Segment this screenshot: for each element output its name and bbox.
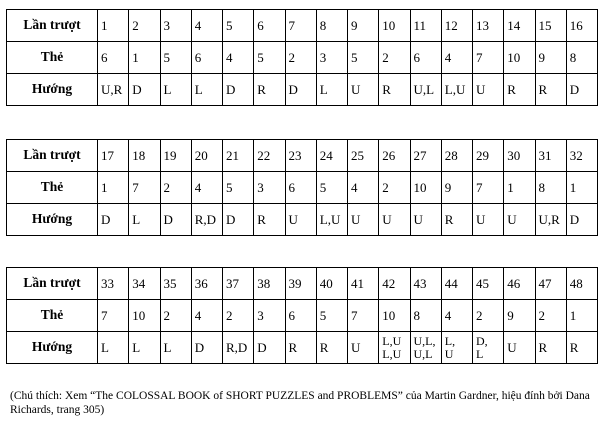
card-cell: 3 <box>316 42 347 74</box>
card-cell: 8 <box>410 300 441 332</box>
direction-cell <box>316 332 347 364</box>
turn-cell: 11 <box>410 10 441 42</box>
card-cell: 4 <box>441 42 472 74</box>
card-cell: 2 <box>535 300 566 332</box>
card-cell: 5 <box>254 42 285 74</box>
direction-text: U <box>413 211 423 227</box>
direction-text: L, <box>444 333 456 348</box>
card-cell: 4 <box>191 172 222 204</box>
turn-cell: 37 <box>223 268 254 300</box>
turn-cell: 19 <box>160 140 191 172</box>
direction-text: D, <box>476 333 488 348</box>
direction-cell <box>316 74 347 106</box>
direction-text: U,L <box>413 346 433 361</box>
direction-cell <box>566 332 597 364</box>
direction-text: U <box>351 81 361 97</box>
card-cell: 2 <box>379 172 410 204</box>
turn-cell: 28 <box>441 140 472 172</box>
card-cell: 6 <box>191 42 222 74</box>
turn-cell: 48 <box>566 268 597 300</box>
direction-text: L <box>476 346 484 361</box>
turn-cell: 13 <box>473 10 504 42</box>
card-cell: 3 <box>254 300 285 332</box>
card-cell: 8 <box>566 42 597 74</box>
direction-cell <box>129 332 160 364</box>
direction-cell <box>98 332 129 364</box>
card-cell: 7 <box>473 172 504 204</box>
direction-cell <box>410 74 441 106</box>
direction-cell <box>410 204 441 236</box>
direction-cell <box>504 332 535 364</box>
direction-text: U <box>351 211 361 227</box>
direction-text: L <box>163 339 172 355</box>
direction-text: R <box>257 81 266 97</box>
direction-text: U <box>444 346 454 361</box>
direction-cell <box>160 204 191 236</box>
direction-text: U <box>382 211 392 227</box>
direction-cell <box>223 332 254 364</box>
turn-cell: 46 <box>504 268 535 300</box>
direction-text: U <box>351 339 361 355</box>
direction-cell <box>566 74 597 106</box>
card-cell: 1 <box>129 42 160 74</box>
direction-text: D <box>101 211 111 227</box>
direction-text: L <box>132 339 141 355</box>
turn-cell: 32 <box>566 140 597 172</box>
direction-text: D <box>226 211 236 227</box>
turn-cell: 36 <box>191 268 222 300</box>
direction-text: D <box>194 339 205 355</box>
direction-cell <box>473 74 504 106</box>
card-cell: 4 <box>441 300 472 332</box>
direction-cell <box>160 332 191 364</box>
direction-text: L,U <box>382 333 402 348</box>
turn-cell: 17 <box>98 140 129 172</box>
card-cell: 2 <box>285 42 316 74</box>
direction-text: D <box>569 211 580 227</box>
turn-cell: 6 <box>254 10 285 42</box>
turn-cell: 45 <box>473 268 504 300</box>
card-cell: 7 <box>98 300 129 332</box>
footnote <box>10 390 600 418</box>
direction-cell <box>191 332 222 364</box>
direction-text: L <box>319 81 328 97</box>
card-cell: 4 <box>223 42 254 74</box>
card-cell: 1 <box>566 172 597 204</box>
card-cell: 6 <box>98 42 129 74</box>
turn-cell: 18 <box>129 140 160 172</box>
direction-text: U,L <box>413 81 435 97</box>
row-header: Thẻ <box>7 42 98 74</box>
card-cell: 4 <box>348 172 379 204</box>
direction-text: U,R <box>538 211 560 227</box>
table-moves-2 <box>6 139 598 236</box>
card-cell: 1 <box>566 300 597 332</box>
turn-cell: 10 <box>379 10 410 42</box>
footnote-text: (Chú thích: Xem “The COLOSSAL BOOK of SHORT PUZZLES and PROBLEMS” của Martin Gardner, hiệu đính bởi Dana Richards, trang 305) <box>10 390 590 416</box>
turn-cell: 23 <box>285 140 316 172</box>
card-cell: 2 <box>473 300 504 332</box>
card-cell: 10 <box>410 172 441 204</box>
direction-text: D <box>163 211 173 227</box>
turn-cell: 40 <box>316 268 347 300</box>
direction-text: U,L, <box>413 333 436 348</box>
table-moves-1 <box>6 9 598 106</box>
row-header: Lần trượt <box>7 10 98 42</box>
card-cell: 9 <box>504 300 535 332</box>
turn-cell: 4 <box>191 10 222 42</box>
direction-text: U <box>507 339 517 355</box>
card-cell: 5 <box>223 172 254 204</box>
card-cell: 2 <box>379 42 410 74</box>
direction-cell <box>410 332 441 364</box>
turn-cell: 27 <box>410 140 441 172</box>
direction-cell <box>348 332 379 364</box>
turn-cell: 25 <box>348 140 379 172</box>
turn-cell: 39 <box>285 268 316 300</box>
direction-cell <box>129 74 160 106</box>
direction-cell <box>504 74 535 106</box>
row-cards <box>7 300 598 332</box>
card-cell: 2 <box>223 300 254 332</box>
card-cell: 4 <box>191 300 222 332</box>
direction-cell <box>223 204 254 236</box>
direction-text: U <box>507 211 517 227</box>
turn-cell: 30 <box>504 140 535 172</box>
turn-cell: 16 <box>566 10 597 42</box>
card-cell: 9 <box>441 172 472 204</box>
turn-cell: 20 <box>191 140 222 172</box>
direction-cell <box>348 204 379 236</box>
turn-cell: 26 <box>379 140 410 172</box>
card-cell: 10 <box>504 42 535 74</box>
direction-cell <box>191 74 222 106</box>
direction-cell <box>160 74 191 106</box>
direction-text: R <box>319 339 329 355</box>
direction-cell <box>379 204 410 236</box>
direction-cell <box>535 74 566 106</box>
turn-cell: 14 <box>504 10 535 42</box>
card-cell: 5 <box>348 42 379 74</box>
table-moves-3 <box>6 267 598 364</box>
direction-cell <box>566 204 597 236</box>
direction-text: L <box>194 81 203 97</box>
row-directions <box>7 74 598 106</box>
direction-text: R <box>507 81 516 97</box>
direction-text: U <box>476 211 486 227</box>
card-cell: 9 <box>535 42 566 74</box>
direction-text: R <box>444 211 454 227</box>
direction-text: D <box>288 81 298 97</box>
turn-cell: 33 <box>98 268 129 300</box>
direction-cell <box>504 204 535 236</box>
turn-cell: 5 <box>223 10 254 42</box>
row-header: Hướng <box>7 74 98 106</box>
card-cell: 8 <box>535 172 566 204</box>
direction-cell <box>535 332 566 364</box>
row-header: Hướng <box>7 332 98 364</box>
direction-text: U <box>288 211 298 227</box>
direction-cell <box>191 204 222 236</box>
direction-text: U,R <box>101 81 123 97</box>
direction-cell <box>98 204 129 236</box>
row-directions <box>7 332 598 364</box>
card-cell: 10 <box>129 300 160 332</box>
turn-cell: 34 <box>129 268 160 300</box>
direction-cell <box>441 204 472 236</box>
direction-text: L <box>101 339 109 355</box>
turn-cell: 42 <box>379 268 410 300</box>
direction-text: D <box>132 81 142 97</box>
direction-cell <box>254 74 285 106</box>
direction-cell <box>441 74 472 106</box>
card-cell: 7 <box>473 42 504 74</box>
direction-cell <box>316 204 347 236</box>
turn-cell: 21 <box>223 140 254 172</box>
direction-cell <box>223 74 254 106</box>
card-cell: 6 <box>285 300 316 332</box>
turn-cell: 47 <box>535 268 566 300</box>
direction-text: L <box>132 211 141 227</box>
card-cell: 7 <box>129 172 160 204</box>
direction-cell <box>379 332 410 364</box>
direction-text: L,U <box>382 346 402 361</box>
row-header: Lần trượt <box>7 140 98 172</box>
direction-cell <box>441 332 472 364</box>
direction-cell <box>535 204 566 236</box>
turn-cell: 3 <box>160 10 191 42</box>
card-cell: 10 <box>379 300 410 332</box>
turn-cell: 44 <box>441 268 472 300</box>
row-turns <box>7 10 598 42</box>
card-cell: 2 <box>160 172 191 204</box>
direction-text: L <box>163 81 172 97</box>
direction-text: R <box>538 81 548 97</box>
card-cell: 7 <box>348 300 379 332</box>
row-turns <box>7 268 598 300</box>
row-header: Thẻ <box>7 300 98 332</box>
row-cards <box>7 42 598 74</box>
direction-cell <box>473 332 504 364</box>
card-cell: 3 <box>254 172 285 204</box>
turn-cell: 15 <box>535 10 566 42</box>
direction-text: R <box>288 339 298 355</box>
card-cell: 2 <box>160 300 191 332</box>
direction-text: D <box>569 81 580 97</box>
row-turns <box>7 140 598 172</box>
direction-cell <box>285 204 316 236</box>
direction-cell <box>379 74 410 106</box>
card-cell: 5 <box>160 42 191 74</box>
direction-text: R,D <box>226 339 248 355</box>
turn-cell: 22 <box>254 140 285 172</box>
row-header: Lần trượt <box>7 268 98 300</box>
card-cell: 6 <box>410 42 441 74</box>
direction-text: R <box>538 339 548 355</box>
turn-cell: 35 <box>160 268 191 300</box>
turn-cell: 2 <box>129 10 160 42</box>
card-cell: 1 <box>504 172 535 204</box>
turn-cell: 31 <box>535 140 566 172</box>
turn-cell: 1 <box>98 10 129 42</box>
row-header: Hướng <box>7 204 98 236</box>
turn-cell: 9 <box>348 10 379 42</box>
turn-cell: 38 <box>254 268 285 300</box>
direction-cell <box>348 74 379 106</box>
turn-cell: 29 <box>473 140 504 172</box>
direction-text: R <box>569 339 579 355</box>
card-cell: 5 <box>316 172 347 204</box>
direction-text: U <box>476 81 486 97</box>
direction-text: L,U <box>319 211 341 227</box>
turn-cell: 24 <box>316 140 347 172</box>
direction-cell <box>285 74 316 106</box>
card-cell: 5 <box>316 300 347 332</box>
card-cell: 6 <box>285 172 316 204</box>
direction-text: L,U <box>444 81 466 97</box>
card-cell: 1 <box>98 172 129 204</box>
direction-text: D <box>226 81 236 97</box>
row-header: Thẻ <box>7 172 98 204</box>
turn-cell: 8 <box>316 10 347 42</box>
row-cards <box>7 172 598 204</box>
direction-cell <box>129 204 160 236</box>
direction-text: R <box>382 81 391 97</box>
turn-cell: 43 <box>410 268 441 300</box>
direction-text: D <box>257 339 267 355</box>
row-directions <box>7 204 598 236</box>
direction-cell <box>285 332 316 364</box>
turn-cell: 12 <box>441 10 472 42</box>
direction-cell <box>98 74 129 106</box>
direction-cell <box>254 204 285 236</box>
direction-text: R <box>257 211 266 227</box>
turn-cell: 41 <box>348 268 379 300</box>
direction-text: R,D <box>194 211 217 227</box>
direction-cell <box>254 332 285 364</box>
turn-cell: 7 <box>285 10 316 42</box>
direction-cell <box>473 204 504 236</box>
